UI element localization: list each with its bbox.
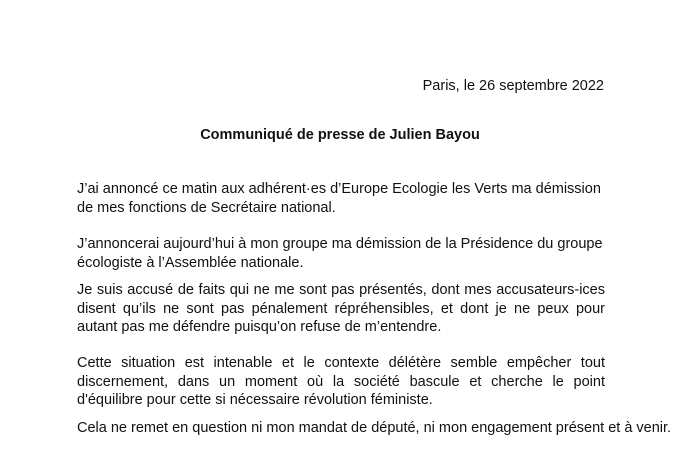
press-release-title: Communiqué de presse de Julien Bayou bbox=[200, 127, 480, 143]
paragraph-mandate: Cela ne remet en question ni mon mandat de député, ni mon engagement présent et à venir. bbox=[77, 420, 672, 436]
date-line: Paris, le 26 septembre 2022 bbox=[422, 78, 604, 94]
paragraph-resignation-group-presidency: J’annoncerai aujourd’hui à mon groupe ma démission de la Présidence du groupe écologiste à l’Assemblée nationale. bbox=[77, 236, 603, 271]
paragraph-situation: Cette situation est intenable et le contexte délétère semble empêcher tout discernement, dans un moment où la société bascule et cherche le point d'équilibre pour cette si nécessaire révolution féministe. bbox=[77, 355, 605, 408]
paragraph-accusations: Je suis accusé de faits qui ne me sont pas présentés, dont mes accusateurs-ices disent qu’ils ne sont pas pénalement répréhensibles, et dont je ne peux pour autant pas me défendre puisqu’on refuse de m’entendre. bbox=[77, 282, 605, 335]
paragraph-resignation-secretary: J’ai annoncé ce matin aux adhérent·es d’Europe Ecologie les Verts ma démission de mes fonctions de Secrétaire national. bbox=[77, 181, 601, 216]
